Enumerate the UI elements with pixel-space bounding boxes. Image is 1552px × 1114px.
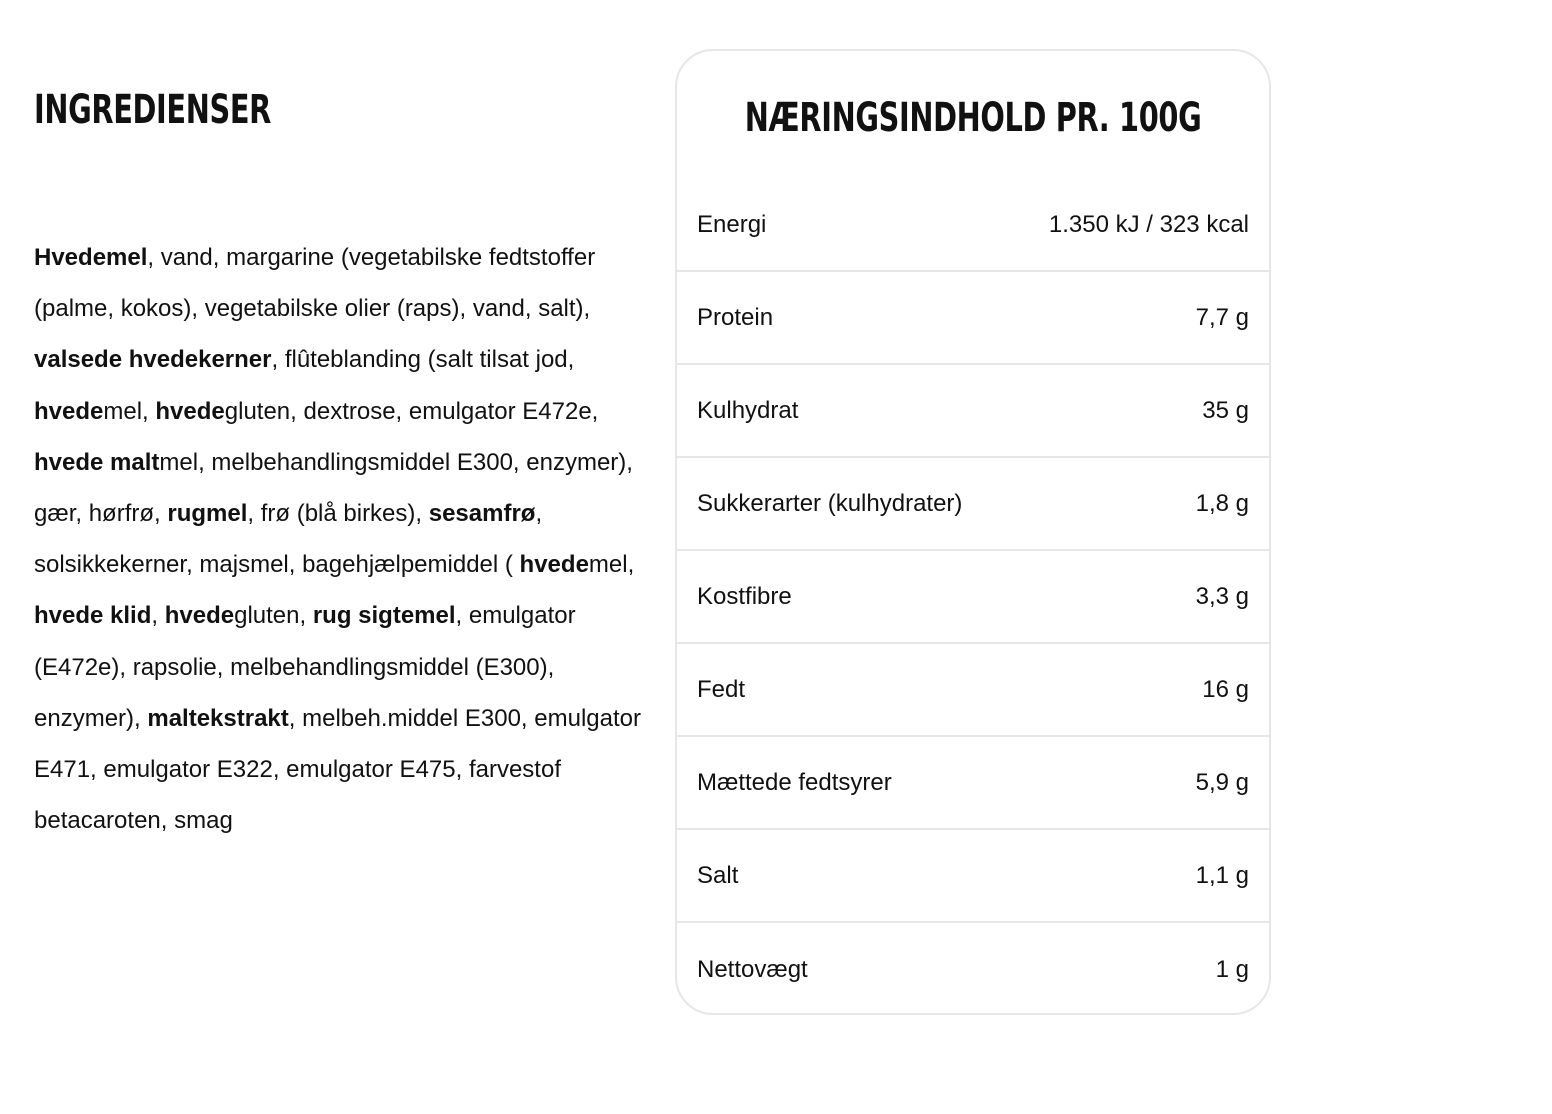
ingredient-allergen: hvede <box>164 602 235 630</box>
nutrition-row-sukkerarter <box>677 458 1269 551</box>
nutrition-value: 16 g <box>1202 675 1249 703</box>
nutrition-value: 1,8 g <box>1195 489 1249 517</box>
ingredient-text-part: , frø (blå birkes), <box>247 500 429 528</box>
nutrition-value: 1,1 g <box>1195 861 1249 889</box>
ingredient-text-part: , solsikkekerner, majsmel, bagehjælpemiddel ( <box>34 500 543 579</box>
nutrition-row-nettovaegt <box>677 923 1269 1015</box>
nutrition-value: 5,9 g <box>1195 768 1249 796</box>
nutrition-label: Mættede fedtsyrer <box>697 768 892 796</box>
nutrition-row-fedt <box>677 644 1269 737</box>
ingredient-text-part: mel, melbehandlingsmiddel E300, enzymer), gær, hørfrø, <box>34 448 633 528</box>
nutrition-label: Fedt <box>697 675 746 703</box>
ingredient-allergen: hvede <box>519 551 589 579</box>
ingredient-text-part: mel, <box>103 397 156 425</box>
ingredient-text-part: , melbeh.middel E300, emulgator E471, emulgator E322, emulgator E475, farvestof betacaroten, smag <box>34 704 641 835</box>
ingredient-allergen: hvede <box>155 397 225 425</box>
nutrition-label: Salt <box>697 861 739 889</box>
ingredient-allergen: rug sigtemel <box>312 602 456 630</box>
ingredient-text-part: , vand, margarine (vegetabilske fedtstoffer (palme, kokos), vegetabilske olier (raps), vand, salt), <box>34 244 596 323</box>
nutrition-row-kostfibre <box>677 551 1269 644</box>
ingredient-allergen: valsede hvedekerner <box>34 346 272 374</box>
nutrition-row-kulhydrat <box>677 365 1269 458</box>
nutrition-heading: NÆRINGSINDHOLD PR. 100G <box>744 95 1202 141</box>
nutrition-label: Kulhydrat <box>697 396 799 424</box>
ingredients-section <box>34 80 646 870</box>
ingredients-text <box>34 232 646 846</box>
ingredient-text-part: gluten, dextrose, emulgator E472e, <box>224 397 599 425</box>
ingredient-allergen: maltekstrakt <box>147 704 289 732</box>
nutrition-label: Sukkerarter (kulhydrater) <box>697 489 963 517</box>
nutrition-row-salt <box>677 830 1269 923</box>
ingredient-text-part: , flûteblanding (salt tilsat jod, <box>271 346 575 374</box>
nutrition-label: Kostfibre <box>697 582 792 610</box>
nutrition-value: 3,3 g <box>1195 582 1249 610</box>
ingredients-heading: INGREDIENSER <box>34 87 271 133</box>
nutrition-label: Energi <box>697 210 767 238</box>
ingredient-text-part: , <box>151 602 165 630</box>
nutrition-row-protein <box>677 272 1269 365</box>
ingredient-allergen: hvede klid <box>34 602 152 630</box>
nutrition-label: Nettovægt <box>697 955 808 983</box>
nutrition-row-energi <box>677 179 1269 272</box>
ingredient-allergen: hvede malt <box>34 448 160 476</box>
nutrition-value: 7,7 g <box>1195 303 1249 331</box>
nutrition-value: 35 g <box>1202 396 1249 424</box>
ingredient-text-part: gluten, <box>234 602 313 630</box>
nutrition-heading-wrap <box>677 51 1269 179</box>
ingredient-text-part: mel, <box>588 551 635 579</box>
ingredient-allergen: Hvedemel <box>34 244 148 271</box>
ingredient-allergen: hvede <box>34 397 104 425</box>
nutrition-label: Protein <box>697 303 774 331</box>
ingredient-text-part: , emulgator (E472e), rapsolie, melbehandlingsmiddel (E300), enzymer), <box>34 602 576 732</box>
ingredient-allergen: sesamfrø <box>428 500 536 528</box>
nutrition-value: 1.350 kJ / 323 kcal <box>1048 210 1249 238</box>
ingredient-allergen: rugmel <box>167 500 248 528</box>
nutrition-value: 1 g <box>1215 955 1249 983</box>
nutrition-card <box>675 49 1271 1015</box>
nutrition-row-maettede-fedtsyrer <box>677 737 1269 830</box>
